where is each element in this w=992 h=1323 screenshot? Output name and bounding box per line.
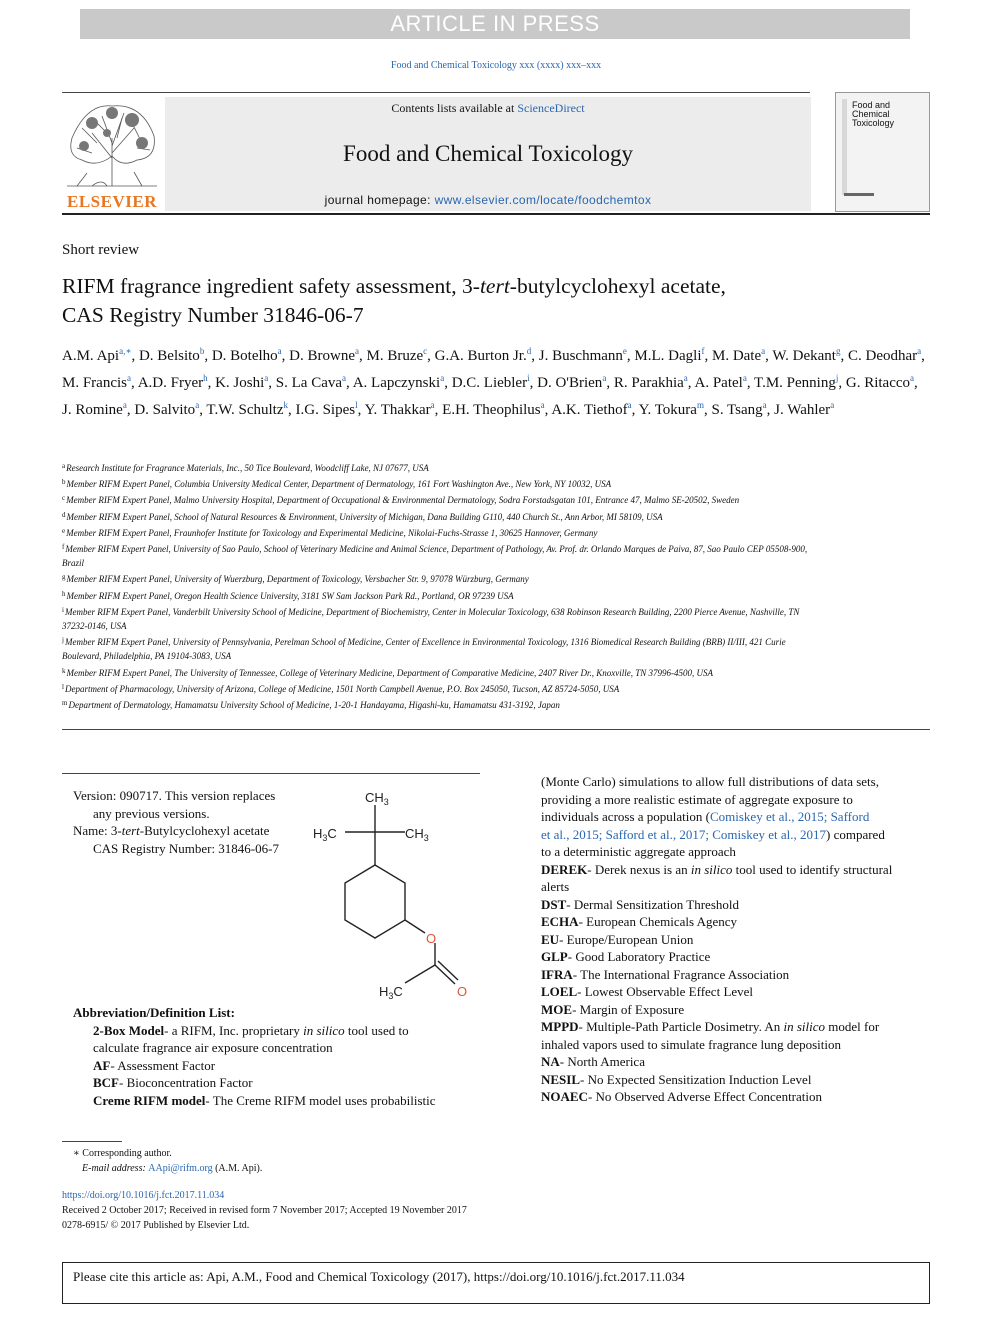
- author[interactable]: W. Dekant: [772, 348, 836, 364]
- abbr-def: - Derek nexus is an: [587, 861, 691, 877]
- author[interactable]: G.A. Burton Jr.: [434, 348, 527, 364]
- author-affiliation-marker[interactable]: g: [835, 346, 841, 356]
- cover-logo-mark: [844, 193, 874, 196]
- author-affiliation-marker[interactable]: c: [423, 346, 428, 356]
- abbr-def: - Bioconcentration Factor: [119, 1075, 253, 1090]
- email-label: E-mail address:: [82, 1163, 149, 1174]
- homepage-prefix: journal homepage:: [324, 193, 435, 207]
- author-affiliation-marker[interactable]: l: [355, 400, 358, 410]
- author[interactable]: M. Date: [711, 348, 762, 364]
- journal-cover-thumbnail: [835, 92, 930, 212]
- affiliation: [62, 696, 822, 712]
- author-affiliation-marker[interactable]: a: [354, 346, 359, 356]
- abbr-term: DEREK: [541, 861, 588, 877]
- abbr-def-line: alerts: [541, 879, 570, 894]
- bond-line: [405, 965, 435, 983]
- affiliation-text: Member RIFM Expert Panel, School of Natural Resources & Environment, University of Michigan, Dana Building G110, 440 Church St., Ann Arbor, MI 58109, USA: [66, 511, 663, 522]
- author-affiliation-marker[interactable]: a: [910, 373, 915, 383]
- affiliation: [62, 508, 822, 524]
- ch3-top-label: $CH_3$: [365, 790, 389, 807]
- header-top-rule: [62, 92, 810, 93]
- abbr-item: [73, 1074, 473, 1092]
- abbr-def: tool used to identify structural: [732, 861, 893, 877]
- author[interactable]: D. Browne: [289, 348, 355, 364]
- author[interactable]: A. Patel: [694, 375, 743, 391]
- author[interactable]: I.G. Sipes: [295, 402, 356, 418]
- abbr-term: MPPD: [541, 1019, 579, 1034]
- abbr-term: GLP: [541, 949, 568, 964]
- author-affiliation-marker[interactable]: a: [683, 373, 688, 383]
- publisher-name: ELSEVIER: [67, 192, 157, 211]
- abbr-def-line: [541, 808, 931, 826]
- version-line: Version: 090717. This version replaces: [73, 788, 276, 803]
- title-part: -butylcyclohexyl acetate,: [509, 274, 726, 298]
- author-affiliation-marker[interactable]: d: [526, 346, 532, 356]
- name-italic: tert: [121, 823, 140, 838]
- title-part: CAS Registry Number 31846-06-7: [62, 303, 364, 327]
- homepage-link[interactable]: www.elsevier.com/locate/foodchemtox: [434, 193, 652, 207]
- affiliation-text: Department of Pharmacology, University of Arizona, College of Medicine, 1501 North Campbell Avenue, P.O. Box 245050, Tucson, AZ 85724-5050, USA: [64, 683, 620, 694]
- abbr-def-line: to a deterministic aggregate approach: [541, 844, 736, 859]
- doi-link[interactable]: https://doi.org/10.1016/j.fct.2017.11.034: [62, 1190, 225, 1201]
- abbr-italic: in silico: [690, 861, 733, 877]
- abbr-def: - Dermal Sensitization Threshold: [566, 896, 739, 912]
- affiliation-key: d: [62, 510, 66, 519]
- abbr-def: - a RIFM, Inc. proprietary: [164, 1022, 304, 1038]
- author[interactable]: J. Romine: [62, 402, 123, 418]
- abbr-def: tool used to: [344, 1022, 409, 1038]
- abbr-def: - No Observed Adverse Effect Concentration: [587, 1089, 822, 1104]
- version-info: [73, 787, 313, 857]
- abbr-def: - No Expected Sensitization Induction Level: [580, 1071, 812, 1087]
- abbr-def: - Europe/European Union: [559, 931, 694, 947]
- author-affiliation-marker[interactable]: a: [742, 373, 747, 383]
- abbr-term: EU: [541, 931, 560, 947]
- affiliation: [62, 475, 822, 491]
- author-affiliation-marker[interactable]: a: [264, 373, 269, 383]
- abbr-def-line: calculate fragrance air exposure concentration: [93, 1040, 333, 1055]
- affiliation-key: c: [62, 494, 66, 503]
- abbr-term: NOAEC: [541, 1089, 588, 1104]
- author[interactable]: J. Wahler: [774, 402, 831, 418]
- affiliation-text: Member RIFM Expert Panel, The University of Tennessee, College of Veterinary Medicine, Department of Comparative Medicine, 2407 River Dr., Knoxville, TN 37996-4500, USA: [66, 667, 714, 678]
- abbr-def: - The Creme RIFM model uses probabilistic: [205, 1092, 436, 1108]
- abbr-item: [541, 931, 931, 949]
- author-affiliation-marker[interactable]: j: [835, 373, 839, 383]
- affiliation: [62, 459, 822, 475]
- author[interactable]: R. Parakhia: [613, 375, 684, 391]
- email-line: [82, 1161, 262, 1176]
- cover-title-line: Food and: [852, 100, 891, 110]
- oxygen-ester-label: O: [426, 931, 437, 946]
- reference-link[interactable]: Comiskey et al., 2015; Safford: [709, 809, 870, 824]
- affiliation: [62, 491, 822, 507]
- abbr-term: LOEL: [541, 984, 578, 999]
- abbr-def: individuals across a population (: [541, 809, 710, 824]
- author[interactable]: D.C. Liebler: [451, 375, 528, 391]
- author[interactable]: Y. Tokura: [638, 402, 697, 418]
- author[interactable]: K. Joshi: [215, 375, 265, 391]
- affiliations-rule: [62, 729, 930, 730]
- h3c-left-label: $H_3C$: [313, 826, 337, 843]
- author-affiliation-marker[interactable]: a: [762, 400, 767, 410]
- abbr-def: - Assessment Factor: [110, 1057, 216, 1073]
- abbr-item: [541, 1018, 931, 1036]
- abbr-term: DST: [541, 896, 567, 912]
- affiliation: [62, 570, 822, 586]
- author[interactable]: C. Deodhar: [847, 348, 918, 364]
- author[interactable]: S. La Cava: [275, 375, 343, 391]
- affiliation-text: Member RIFM Expert Panel, University of Sao Paulo, School of Veterinary Medicine and Animal Science, Department of Pathology, Av. Prof. dr. Orlando Marques de Paiva, 87, Sao Paulo CEP 05508-900, Brazil: [62, 544, 808, 569]
- journal-citation-line[interactable]: Food and Chemical Toxicology xxx (xxxx) xxx–xxx: [390, 60, 602, 71]
- affiliation-key: j: [62, 636, 64, 645]
- author-affiliation-marker[interactable]: a: [342, 373, 347, 383]
- author-affiliation-marker[interactable]: i: [527, 373, 530, 383]
- author[interactable]: G. Ritacco: [845, 375, 911, 391]
- abbr-item: [73, 1057, 473, 1075]
- author[interactable]: M.L. Dagli: [634, 348, 702, 364]
- affiliation-key: h: [62, 589, 66, 598]
- abbr-item: [541, 913, 931, 931]
- abbr-def: - North America: [559, 1054, 645, 1069]
- author-affiliation-marker[interactable]: k: [283, 400, 288, 410]
- title-italic: tert: [479, 274, 510, 298]
- header-bottom-rule: [62, 213, 930, 215]
- email-suffix: (A.M. Api).: [212, 1163, 263, 1174]
- cyclohexane-ring: [345, 865, 405, 938]
- affiliation: [62, 540, 822, 570]
- abbr-def: - European Chemicals Agency: [578, 914, 738, 929]
- author-affiliation-marker[interactable]: a: [627, 400, 632, 410]
- cover-title-line: Chemical: [852, 109, 890, 119]
- footnote-rule: [62, 1141, 122, 1142]
- affiliation-key: e: [62, 526, 66, 535]
- cover-title-line: Toxicology: [852, 118, 895, 128]
- author-affiliation-marker[interactable]: h: [203, 373, 208, 383]
- author-affiliation-marker[interactable]: a: [440, 373, 445, 383]
- chemical-structure-diagram: [305, 780, 485, 1005]
- abbreviation-list-left: [73, 1004, 473, 1109]
- abbr-term: NA: [541, 1054, 560, 1069]
- abbr-item: [541, 896, 931, 914]
- article-type: Short review: [62, 242, 140, 258]
- cite-this-article-box: [62, 1262, 930, 1304]
- affiliation: [62, 680, 822, 696]
- abbr-term: IFRA: [541, 966, 573, 982]
- abbr-def-line: inhaled vapors used to simulate fragrance lung deposition: [541, 1036, 842, 1052]
- abbr-item: [541, 1071, 931, 1089]
- affiliation-key: a: [62, 462, 66, 470]
- author-affiliation-marker[interactable]: a: [540, 400, 545, 410]
- author[interactable]: T.M. Penning: [754, 375, 836, 391]
- author[interactable]: T.W. Schultz: [206, 402, 284, 418]
- affiliation-key: l: [62, 682, 64, 691]
- author-affiliation-marker[interactable]: a: [195, 400, 200, 410]
- abbr-def: - Lowest Observable Effect Level: [577, 984, 754, 999]
- author[interactable]: A.D. Fryer: [137, 375, 204, 391]
- author[interactable]: S. Tsang: [711, 402, 763, 418]
- abbr-def-line: [541, 826, 931, 844]
- author[interactable]: D. Salvito: [134, 402, 196, 418]
- author-list: A.M. Api$^{a,∗}$, D. Belsito$^b$, D. Botelho$^a$, D. Browne$^a$, M. Bruze$^c$, G.A. Burton Jr.$^d$, J. Buschmann$^e$, M.L. Dagli$^f$, M. Date$^a$, W. Dekant$^g$, C. Deodhar$^a$, M. Francis$^a$, A.D. Fryer$^h$, K. Joshi$^a$, S. La Cava$^a$, A. Lapczynski$^a$, D.C. Liebler$^i$, D. O'Brien$^a$, R. Parakhia$^a$, A. Patel$^a$, T.M. Penning$^j$, G. Ritacco$^a$, J. Romine$^a$, D. Salvito$^a$, T.W. Schultz$^k$, I.G. Sipes$^l$, Y. Thakkar$^a$, E.H. Theophilus$^a$, A.K. Tiethof$^a$, Y. Tokura$^m$, S. Tsang$^a$, J. Wahler$^a$: [62, 346, 925, 418]
- abbreviation-heading: Abbreviation/Definition List:: [73, 1005, 235, 1020]
- author[interactable]: A.M. Api: [62, 348, 120, 364]
- bond-line: [405, 920, 425, 933]
- abbr-term: MOE: [541, 1001, 573, 1017]
- author-affiliation-marker[interactable]: a: [127, 373, 131, 383]
- abbr-def: - Good Laboratory Practice: [567, 949, 711, 964]
- cover-title: [852, 101, 894, 128]
- abbr-item: [541, 966, 931, 984]
- affiliation: [62, 603, 822, 633]
- abbr-item: [541, 1088, 931, 1106]
- abbr-items-group: [541, 1053, 931, 1106]
- affiliation: [62, 524, 822, 540]
- abbr-term: BCF: [93, 1075, 119, 1090]
- title-part: RIFM fragrance ingredient safety assessment, 3-: [62, 274, 480, 298]
- sciencedirect-link[interactable]: ScienceDirect: [517, 101, 585, 115]
- abbr-def: - Margin of Exposure: [572, 1001, 685, 1017]
- affiliation-key: b: [62, 478, 66, 487]
- article-title: [62, 272, 922, 330]
- author[interactable]: A. Lapczynski: [352, 375, 441, 391]
- abbr-item: [541, 1001, 931, 1019]
- author[interactable]: D. O'Brien: [537, 375, 603, 391]
- author-affiliation-marker[interactable]: a,∗: [119, 346, 132, 356]
- abbr-term: NESIL: [541, 1071, 581, 1087]
- abbr-item: [541, 861, 931, 879]
- affiliation-text: Member RIFM Expert Panel, Malmo University Hospital, Department of Occupational & Environmental Dermatology, Sodra Forstadsgatan 101, Entrance 47, Malmo SE-20502, Sweden: [66, 495, 740, 506]
- affiliation-list: [62, 459, 822, 712]
- author[interactable]: J. Buschmann: [538, 348, 623, 364]
- affiliation-key: k: [62, 666, 66, 675]
- corresponding-author-note: ∗ Corresponding author.: [73, 1148, 172, 1159]
- received-dates: Received 2 October 2017; Received in revised form 7 November 2017; Accepted 19 November 2017: [62, 1205, 467, 1216]
- abbr-item: [541, 983, 931, 1001]
- abbr-def: ) compared: [826, 826, 885, 842]
- abbr-term: 2-Box Model: [93, 1022, 165, 1038]
- oxygen-carbonyl-label: O: [457, 984, 468, 999]
- author[interactable]: Y. Thakkar: [364, 402, 431, 418]
- author[interactable]: M. Francis: [62, 375, 127, 391]
- abbr-italic: in silico: [783, 1019, 826, 1034]
- affiliation: [62, 633, 822, 663]
- abbr-item: [73, 1022, 473, 1040]
- affiliation-text: Member RIFM Expert Panel, University of Pennsylvania, Perelman School of Medicine, Center of Excellence in Environmental Toxicology, 1316 Biomedical Research Building (BRB) II/III, 421 Curie Boulevard, Philadelphia, PA 19104-3083, USA: [62, 637, 786, 662]
- abbr-term: Creme RIFM model: [93, 1092, 206, 1108]
- author-affiliation-marker[interactable]: a: [602, 373, 607, 383]
- version-line: any previous versions.: [93, 805, 210, 821]
- article-in-press-banner: ARTICLE IN PRESS: [80, 9, 910, 39]
- abbr-item: [73, 1092, 473, 1110]
- cite-this-article-text[interactable]: Please cite this article as: Api, A.M., Food and Chemical Toxicology (2017), https://doi.org/10.1016/j.fct.2017.11.034: [73, 1269, 685, 1284]
- abbr-italic: in silico: [303, 1022, 345, 1038]
- affiliation-text: Member RIFM Expert Panel, Columbia University Medical Center, Department of Dermatology, 161 Fort Washington Ave., New York, NY 10032, USA: [66, 479, 612, 490]
- affiliation-text: Member RIFM Expert Panel, University of Wuerzburg, Department of Toxicology, Versbacher Str. 9, 97078 Würzburg, Germany: [66, 574, 529, 585]
- affiliation: [62, 664, 822, 680]
- cover-spine: [842, 99, 847, 195]
- affiliation-text: Department of Dermatology, Hamamatsu University School of Medicine, 1-20-1 Handayama, Higashi-ku, Hamamatsu 431-3192, Japan: [68, 700, 560, 711]
- affiliation-text: Research Institute for Fragrance Materials, Inc., 50 Tice Boulevard, Woodcliff Lake, NJ 07677, USA: [66, 463, 429, 473]
- author-affiliation-marker[interactable]: a: [917, 346, 922, 356]
- affiliation-key: i: [62, 605, 64, 614]
- author[interactable]: E.H. Theophilus: [442, 402, 541, 418]
- contents-line: [165, 101, 811, 116]
- author[interactable]: D. Botelho: [211, 348, 278, 364]
- affiliation-key: g: [62, 573, 66, 582]
- affiliation-key: m: [62, 699, 68, 708]
- author[interactable]: A.K. Tiethof: [551, 402, 628, 418]
- author[interactable]: D. Belsito: [138, 348, 200, 364]
- copyright-line: 0278-6915/ © 2017 Published by Elsevier Ltd.: [62, 1220, 250, 1231]
- email-link[interactable]: AApi@rifm.org: [148, 1163, 213, 1174]
- abbr-term: ECHA: [541, 914, 579, 929]
- h3c-bottom-label: $H_3C$: [379, 984, 403, 1001]
- author-affiliation-marker[interactable]: a: [830, 400, 835, 410]
- abbr-item: [541, 948, 931, 966]
- author-affiliation-marker[interactable]: e: [622, 346, 627, 356]
- author[interactable]: M. Bruze: [366, 348, 424, 364]
- journal-name: Food and Chemical Toxicology: [343, 141, 633, 166]
- affiliation-text: Member RIFM Expert Panel, Oregon Health Science University, 3181 SW Sam Jackson Park Rd., Portland, OR 97239 USA: [66, 590, 514, 601]
- affiliation-text: Member RIFM Expert Panel, Fraunhofer Institute for Toxicology and Experimental Medicine, Nikolai-Fuchs-Strasse 1, 30625 Hannover, Germany: [66, 527, 598, 538]
- author-affiliation-marker[interactable]: a: [122, 400, 127, 410]
- author-affiliation-marker[interactable]: f: [701, 346, 705, 356]
- author-affiliation-marker[interactable]: a: [277, 346, 282, 356]
- author-affiliation-marker[interactable]: m: [696, 400, 704, 410]
- cas-line: CAS Registry Number: 31846-06-7: [93, 840, 279, 856]
- abbr-def: - The International Fragrance Association: [572, 966, 790, 982]
- abbr-def-line: providing a more realistic estimate of aggregate exposure to: [541, 791, 853, 807]
- affiliation-key: f: [62, 543, 65, 552]
- author-affiliation-marker[interactable]: a: [430, 400, 435, 410]
- abbr-term: AF: [93, 1057, 111, 1073]
- ch3-right-label: $CH_3$: [405, 826, 429, 843]
- affiliation-text: Member RIFM Expert Panel, Vanderbilt University School of Medicine, Department of Biochemistry, Center in Molecular Toxicology, 638 Robinson Research Building, 2200 Pierce Avenue, Nashville, TN 37232-0146, USA: [62, 606, 800, 632]
- contents-prefix: Contents lists available at: [391, 101, 518, 115]
- name-suffix: -Butylcyclohexyl acetate: [139, 823, 270, 838]
- abbr-def: model for: [825, 1019, 880, 1034]
- abbreviation-list-right: [541, 773, 931, 1106]
- version-box-rule: [62, 773, 480, 774]
- name-prefix: Name: 3-: [73, 823, 122, 838]
- abbr-def: - Multiple-Path Particle Dosimetry. An: [578, 1019, 784, 1034]
- abbr-items-group: [541, 896, 931, 1019]
- author-affiliation-marker[interactable]: a: [761, 346, 766, 356]
- abbr-def-line: (Monte Carlo) simulations to allow full distributions of data sets,: [541, 774, 879, 789]
- name-line: [73, 822, 313, 840]
- abbr-item: [541, 1053, 931, 1071]
- affiliation: [62, 587, 822, 603]
- homepage-line: [165, 193, 811, 207]
- reference-link[interactable]: et al., 2015; Safford et al., 2017; Comiskey et al., 2017: [541, 826, 826, 842]
- author-affiliation-marker[interactable]: b: [199, 346, 205, 356]
